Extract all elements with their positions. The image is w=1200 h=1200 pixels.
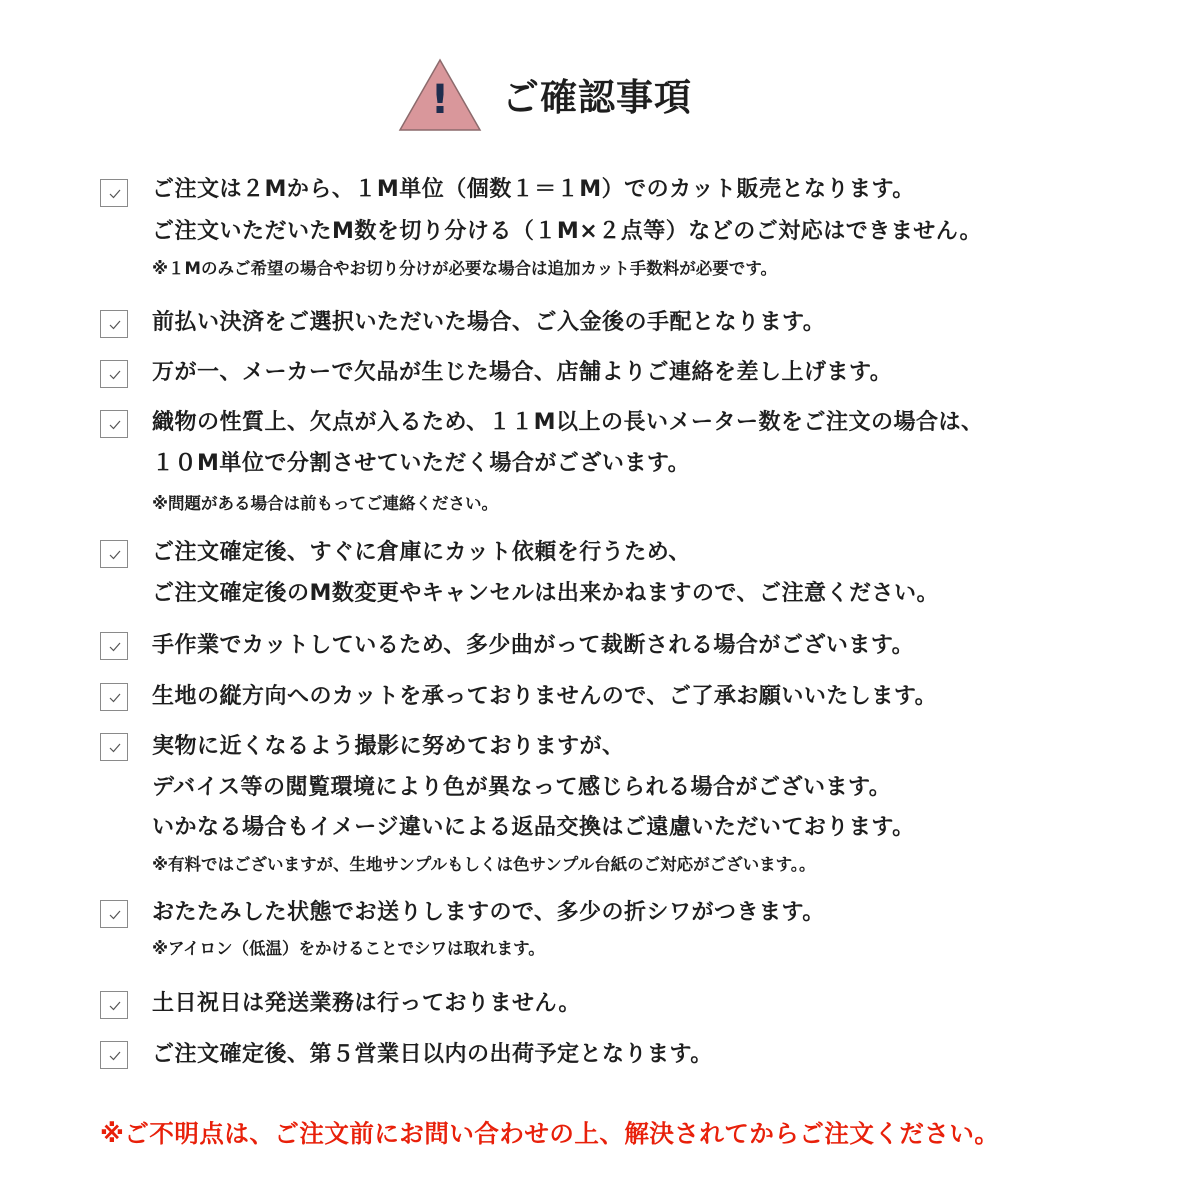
item-text: ご注文は２Mから、１M単位（個数１＝１M）でのカット販売となります。 [152, 177, 915, 202]
checkbox [100, 179, 128, 207]
checkbox [100, 733, 128, 761]
item-text: 生地の縦方向へのカットを承っておりませんので、ご了承お願いいたします。 [152, 684, 938, 709]
header [0, 58, 1200, 134]
check-icon [109, 320, 121, 330]
checkbox [100, 991, 128, 1019]
item-note: ※１Mのみご希望の場合やお切り分けが必要な場合は追加カット手数料が必要です。 [152, 259, 777, 278]
item-text: ご注文確定後、第５営業日以内の出荷予定となります。 [152, 1042, 713, 1067]
check-icon [109, 910, 121, 920]
warning-icon [398, 58, 482, 132]
check-icon [109, 1001, 121, 1011]
checkbox [100, 310, 128, 338]
checkbox [100, 900, 128, 928]
item-text: ご注文確定後のM数変更やキャンセルは出来かねますので、ご注意ください。 [152, 581, 939, 606]
item-text: 土日祝日は発送業務は行っておりません。 [152, 991, 581, 1016]
item-text: 万が一、メーカーで欠品が生じた場合、店舗よりご連絡を差し上げます。 [152, 360, 893, 385]
checkbox [100, 1041, 128, 1069]
item-note: ※有料ではございますが、生地サンプルもしくは色サンプル台紙のご対応がございます。。 [152, 855, 816, 874]
item-text: ご注文確定後、すぐに倉庫にカット依頼を行うため、 [152, 540, 691, 565]
checkbox [100, 683, 128, 711]
check-icon [109, 743, 121, 753]
checkbox [100, 360, 128, 388]
check-icon [109, 693, 121, 703]
check-icon [109, 420, 121, 430]
item-text: 手作業でカットしているため、多少曲がって裁断される場合がございます。 [152, 633, 915, 658]
item-text: 実物に近くなるよう撮影に努めておりますが、 [152, 734, 625, 759]
page-title: ご確認事項 [502, 76, 692, 119]
item-text: １０M単位で分割させていただく場合がございます。 [152, 451, 691, 476]
checkbox [100, 410, 128, 438]
warning-icon-mark: ! [430, 77, 450, 123]
check-icon [109, 370, 121, 380]
item-note: ※問題がある場合は前もってご連絡ください。 [152, 494, 499, 513]
footer-notice: ※ご不明点は、ご注文前にお問い合わせの上、解決されてからご注文ください。 [100, 1119, 1000, 1148]
check-icon [109, 642, 121, 652]
check-icon [109, 189, 121, 199]
check-icon [109, 550, 121, 560]
item-text: ご注文いただいたM数を切り分ける（１M×２点等）などのご対応はできません。 [152, 219, 983, 244]
item-text: デバイス等の閲覧環境により色が異なって感じられる場合がございます。 [152, 775, 892, 800]
checkbox [100, 540, 128, 568]
item-note: ※アイロン（低温）をかけることでシワは取れます。 [152, 939, 545, 958]
item-text: 織物の性質上、欠点が入るため、１１M以上の長いメーター数をご注文の場合は、 [152, 410, 984, 435]
item-text: おたたみした状態でお送りしますので、多少の折シワがつきます。 [152, 900, 825, 925]
check-icon [109, 1051, 121, 1061]
checkbox [100, 632, 128, 660]
item-text: 前払い決済をご選択いただいた場合、ご入金後の手配となります。 [152, 310, 826, 335]
item-text: いかなる場合もイメージ違いによる返品交換はご遠慮いただいております。 [152, 815, 915, 840]
